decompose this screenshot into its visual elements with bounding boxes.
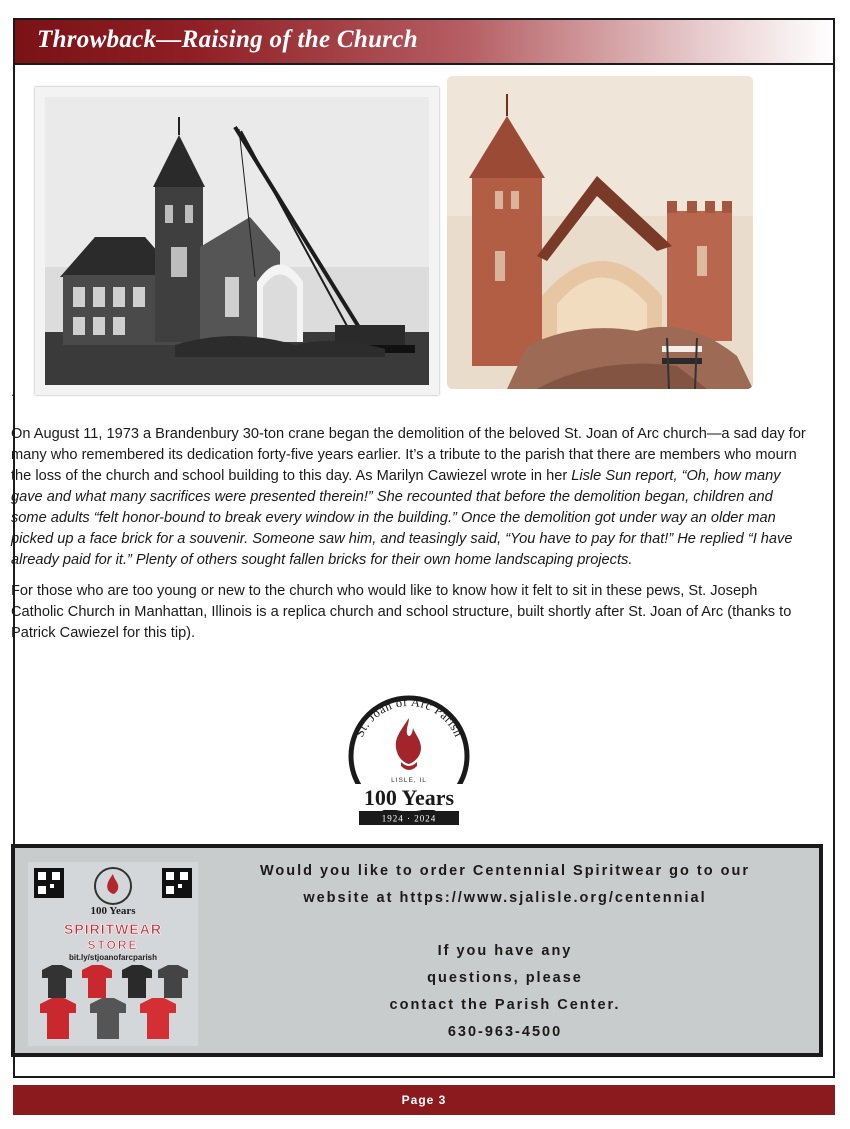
section-title: Throwback—Raising of the Church [37,26,418,53]
qr-code-right-icon [162,868,192,898]
article-paragraph-2: For those who are too young or new to the church who would like to know how it felt to sit in these pews, St. Joseph Catholic Church in Manhattan, Illinois is a replica church and school structure, built shortly after St. Joan of Arc (thanks to Patrick Cawiezel for this tip). [11,583,792,641]
promo-line-3: If you have any [437,943,573,959]
parish-centennial-logo [329,678,489,830]
promo-phone: 630-963-4500 [447,1024,563,1040]
logo-years: 100 Years [363,785,455,810]
page-footer [13,1085,835,1115]
color-demolition-photo [447,76,753,389]
flyer-url: bit.ly/stjoanofarcparish [68,953,158,962]
bw-crane-photo [35,87,439,395]
logo-location: LISLE, IL [391,777,427,784]
promo-line-5: contact the Parish Center. [389,997,621,1013]
article-paragraph-1 [11,424,811,571]
article-quote-text: Lisle Sun report, “Oh, how many gave and what many sacrifices were presented therein!” She recounted that before the demolition began, children and some adults “felt honor-bound to break every window in the building.” Once the demolition got under way an older man picked up a face brick for a souvenir. Someone saw him, and teasingly said, “You have to pay for that!” He replied “I have already paid for it.” Plenty of others sought fallen bricks for their own home landscaping projects. [11,468,793,568]
promo-spacer [205,912,805,938]
spiritwear-store-flyer [28,862,198,1046]
apparel-icon-row-2 [40,998,176,1039]
promo-line-4: questions, please [427,970,583,986]
qr-code-left-icon [34,868,64,898]
promo-line-1: Would you like to order Centennial Spiritwear go to our [260,863,750,879]
logo-arc-text: St. Joan of Arc Parish [352,694,466,740]
page-number: Page 3 [401,1093,447,1107]
promo-line-2: website at https://www.sjalisle.org/centennial [303,890,707,906]
section-banner [15,20,833,65]
flyer-years: 100 Years [90,905,136,917]
flyer-subtitle: STORE [87,938,139,952]
spiritwear-promo [11,844,823,1057]
article-paragraph-1-text: On August 11, 1973 a Brandenbury 30-ton crane began the demolition of the beloved St. Joan of Arc church—a sad day for many who remembered its dedication forty-five years earlier. It’s a tribute to the parish that there are members who mourn the loss of the church and school building to this day. As Marilyn Cawiezel wrote in her [11,426,806,484]
promo-message [205,858,805,1046]
article-body [11,424,811,654]
flyer-title: SPIRITWEAR [64,921,162,937]
logo-date-range: 1924 · 2024 [381,813,437,824]
stray-dot: . [11,383,15,399]
